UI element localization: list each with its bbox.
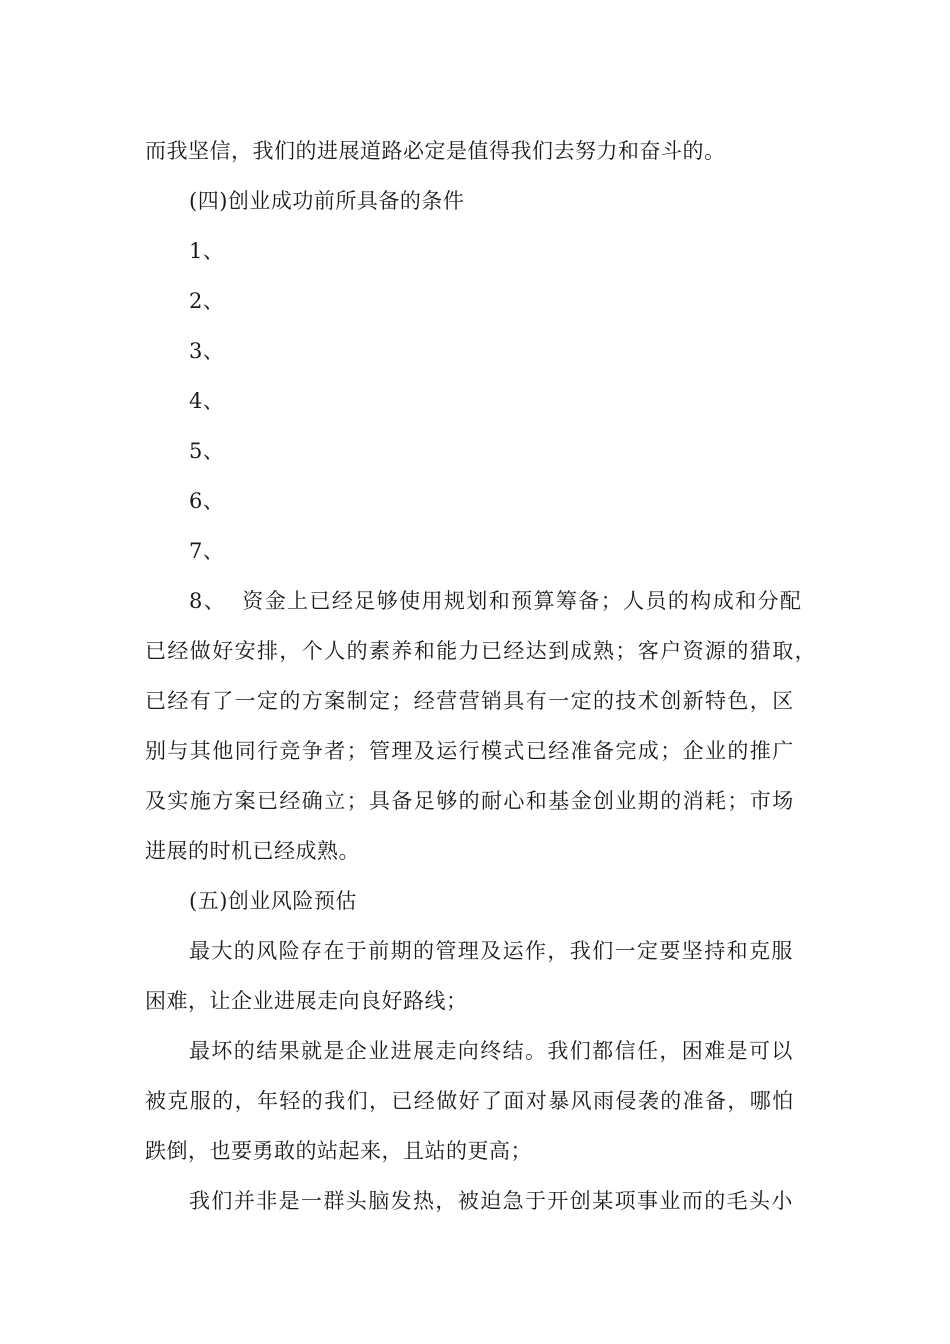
list-item-7: 7、	[189, 539, 225, 563]
list-item-1: 1、	[189, 239, 225, 263]
list-item-5: 5、	[189, 439, 225, 463]
paragraph-line: 困难，让企业进展走向良好路线；	[145, 989, 468, 1013]
paragraph-line: 而我坚信，我们的进展道路必定是值得我们去努力和奋斗的。	[145, 139, 726, 163]
paragraph-line: 已经有了一定的方案制定；经营营销具有一定的技术创新特色，区	[145, 689, 795, 713]
paragraph-line: 及实施方案已经确立；具备足够的耐心和基金创业期的消耗；市场	[145, 789, 795, 813]
section-heading-4: (四)创业成功前所具备的条件	[189, 189, 465, 213]
paragraph-line: 进展的时机已经成熟。	[145, 839, 360, 863]
list-item-2: 2、	[189, 289, 225, 313]
paragraph-line: 最坏的结果就是企业进展走向终结。我们都信任，困难是可以	[189, 1039, 794, 1063]
list-item-6: 6、	[189, 489, 225, 513]
paragraph-line: 别与其他同行竞争者；管理及运行模式已经准备完成；企业的推广	[145, 739, 795, 763]
section-heading-5: (五)创业风险预估	[189, 889, 357, 913]
list-item-3: 3、	[189, 339, 225, 363]
paragraph-line: 我们并非是一群头脑发热，被迫急于开创某项事业而的毛头小	[189, 1189, 794, 1213]
list-item-8: 8、 资金上已经足够使用规划和预算筹备；人员的构成和分配	[189, 589, 803, 613]
list-item-4: 4、	[189, 389, 225, 413]
paragraph-line: 跌倒，也要勇敢的站起来，且站的更高；	[145, 1139, 532, 1163]
paragraph-line: 已经做好安排，个人的素养和能力已经达到成熟；客户资源的猎取，	[145, 639, 817, 663]
paragraph-line: 最大的风险存在于前期的管理及运作，我们一定要坚持和克服	[189, 939, 794, 963]
paragraph-line: 被克服的，年轻的我们，已经做好了面对暴风雨侵袭的准备，哪怕	[145, 1089, 795, 1113]
